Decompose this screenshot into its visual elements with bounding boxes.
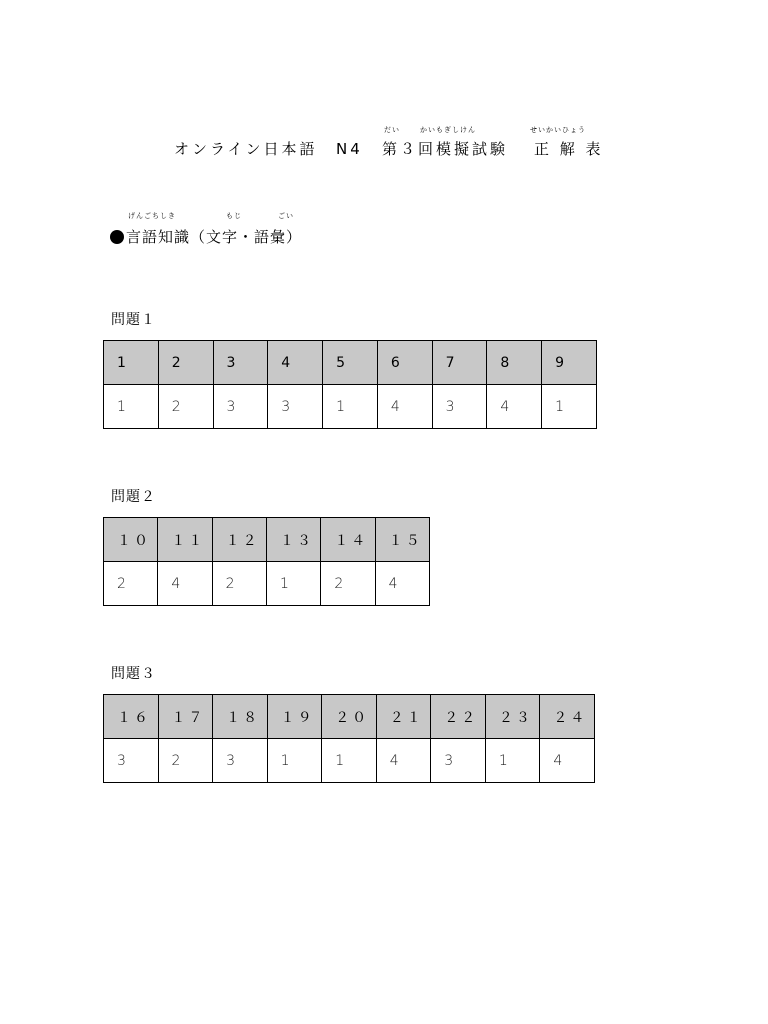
answer-cell: 1 — [323, 385, 378, 429]
bullet-icon — [110, 230, 124, 244]
title-part-level: N4 — [336, 140, 363, 158]
answer-row — [104, 739, 595, 783]
question-number-cell: 1 — [104, 341, 159, 385]
answer-row — [104, 385, 597, 429]
problem-1-label: 問題１ — [111, 312, 156, 328]
answer-cell: 4 — [487, 385, 542, 429]
answer-cell: 3 — [104, 739, 159, 783]
question-number-cell: 4 — [268, 341, 323, 385]
answer-cell: 3 — [213, 739, 268, 783]
problem-3-label: 問題３ — [111, 666, 156, 682]
question-number-cell: １８ — [213, 695, 268, 739]
question-number-cell: ２０ — [322, 695, 377, 739]
title-part-course: オンライン日本語 — [174, 140, 318, 158]
question-number-cell: 7 — [432, 341, 487, 385]
problem-1-table — [103, 340, 597, 429]
section-heading-text: 言語知識（文字・語彙） — [126, 228, 303, 246]
answer-cell: 4 — [540, 739, 595, 783]
question-number-cell: １０ — [104, 518, 158, 562]
answer-cell: 3 — [268, 385, 323, 429]
question-number-cell: ２４ — [540, 695, 595, 739]
section-ruby-gengochishiki: げんごちしき — [128, 212, 176, 220]
question-number-cell: 5 — [323, 341, 378, 385]
answer-cell: 4 — [375, 562, 429, 606]
answer-cell: 1 — [104, 385, 159, 429]
question-number-cell: １４ — [321, 518, 375, 562]
question-number-cell: 9 — [542, 341, 597, 385]
answer-row — [104, 562, 430, 606]
section-ruby-goi: ごい — [278, 212, 294, 220]
header-row — [104, 341, 597, 385]
header-row — [104, 518, 430, 562]
answer-cell: 3 — [213, 385, 268, 429]
question-number-cell: １１ — [158, 518, 212, 562]
question-number-cell: 8 — [487, 341, 542, 385]
answer-cell: 1 — [485, 739, 540, 783]
question-number-cell: 2 — [158, 341, 213, 385]
question-number-cell: ２３ — [485, 695, 540, 739]
question-number-cell: 3 — [213, 341, 268, 385]
answer-cell: 1 — [267, 739, 322, 783]
question-number-cell: ２１ — [376, 695, 431, 739]
question-number-cell: ２２ — [431, 695, 486, 739]
answer-cell: 2 — [212, 562, 266, 606]
question-number-cell: １２ — [212, 518, 266, 562]
answer-cell: 2 — [158, 385, 213, 429]
title-ruby-seikaihyou: せいかいひょう — [530, 126, 586, 134]
section-heading — [110, 226, 302, 248]
question-number-cell: １９ — [267, 695, 322, 739]
problem-2-table — [103, 517, 430, 606]
header-row — [104, 695, 595, 739]
answer-cell: 1 — [322, 739, 377, 783]
title-part-answer-key: 正 解 表 — [534, 140, 604, 158]
question-number-cell: １７ — [158, 695, 213, 739]
title-ruby-dai: だい — [384, 126, 400, 134]
problem-3-table — [103, 694, 595, 783]
answer-cell: 2 — [104, 562, 158, 606]
answer-cell: 2 — [321, 562, 375, 606]
question-number-cell: １３ — [266, 518, 320, 562]
question-number-cell: １６ — [104, 695, 159, 739]
question-number-cell: １５ — [375, 518, 429, 562]
answer-cell: 1 — [542, 385, 597, 429]
answer-cell: 1 — [266, 562, 320, 606]
answer-cell: 3 — [432, 385, 487, 429]
answer-cell: 4 — [376, 739, 431, 783]
page-title — [174, 138, 604, 160]
problem-2-label: 問題２ — [111, 489, 156, 505]
title-ruby-kaimogishiken: かいもぎしけん — [420, 126, 476, 134]
answer-cell: 3 — [431, 739, 486, 783]
answer-cell: 4 — [158, 562, 212, 606]
answer-cell: 4 — [377, 385, 432, 429]
question-number-cell: 6 — [377, 341, 432, 385]
title-part-exam: 第３回模擬試験 — [382, 140, 509, 158]
answer-cell: 2 — [158, 739, 213, 783]
section-ruby-moji: もじ — [226, 212, 242, 220]
